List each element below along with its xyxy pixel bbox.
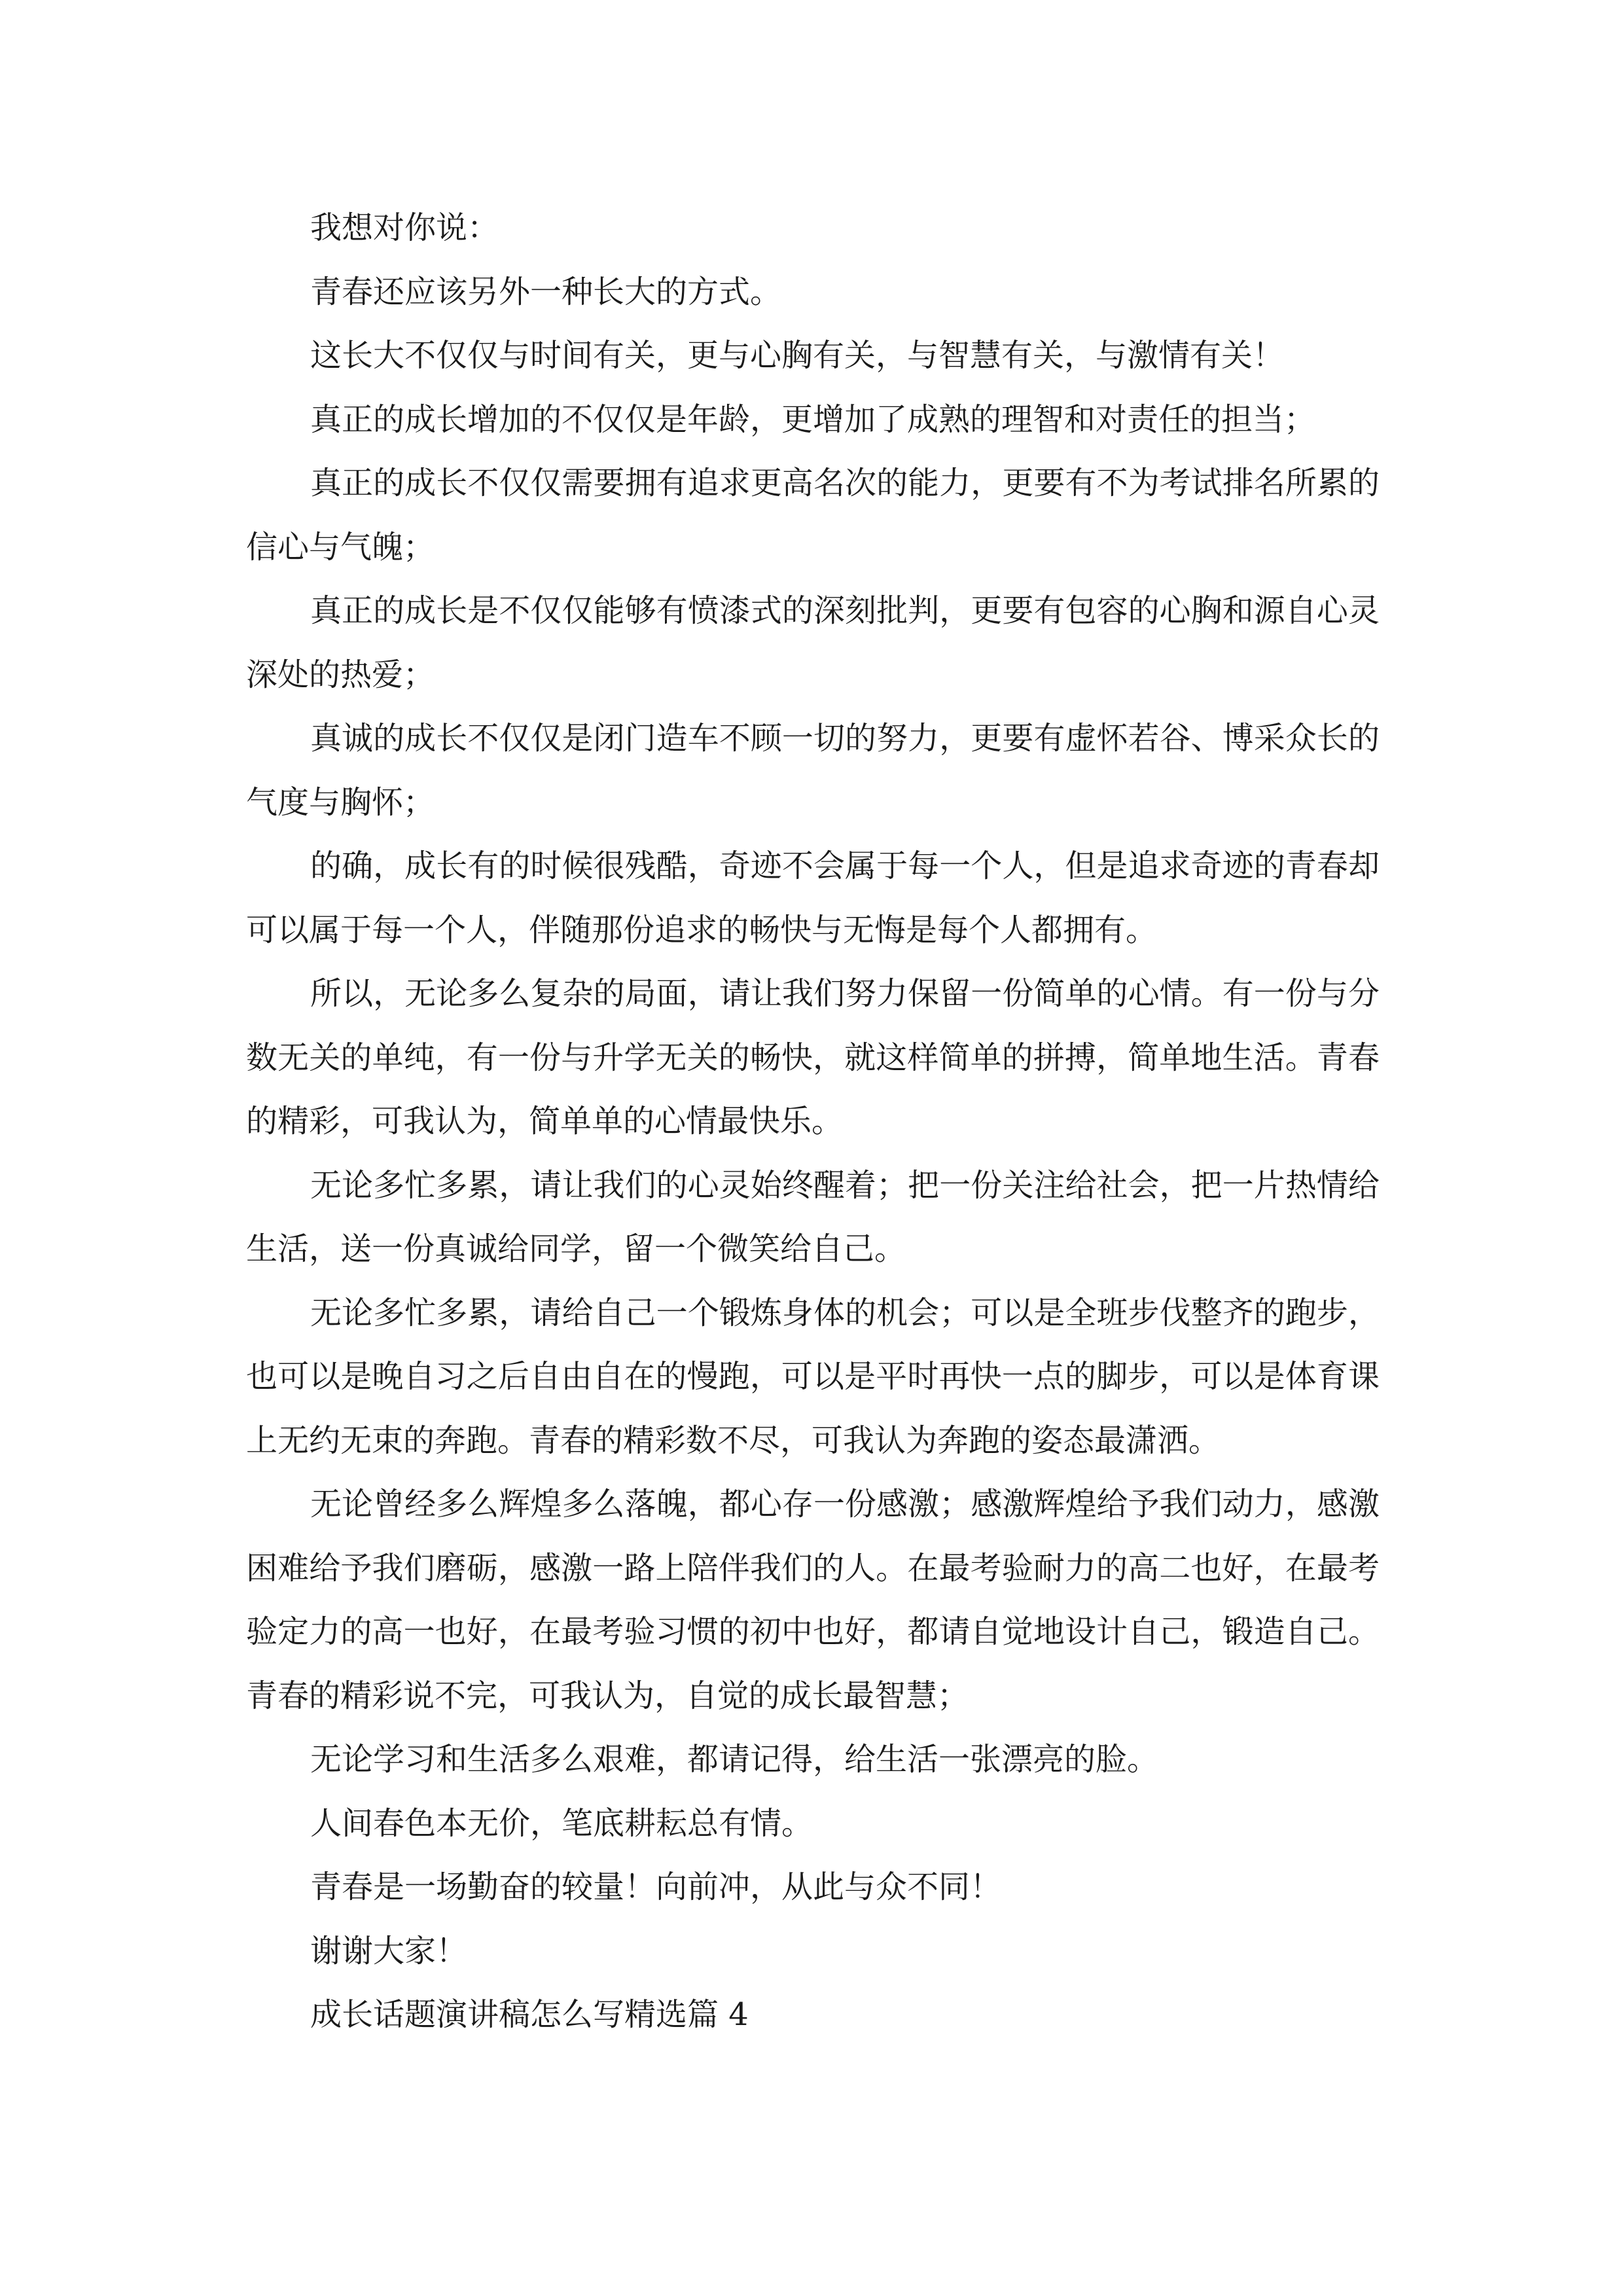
paragraph: 人间春色本无价，笔底耕耘总有情。 xyxy=(310,1804,813,1842)
paragraph: 真正的成长是不仅仅能够有愤漆式的深刻批判，更要有包容的心胸和源自心灵深处的热爱； xyxy=(246,592,1380,693)
paragraph: 无论多忙多累，请给自己一个锻炼身体的机会；可以是全班步伐整齐的跑步，也可以是晚自习之后自由自在的慢跑，可以是平时再快一点的脚步，可以是体育课上无约无束的奔跑。青春的精彩数不尽，可我认为奔跑的姿态最潇洒。 xyxy=(246,1294,1380,1459)
paragraph: 无论曾经多么辉煌多么落魄，都心存一份感激；感激辉煌给予我们动力，感激困难给予我们磨砺，感激一路上陪伴我们的人。在最考验耐力的高二也好，在最考验定力的高一也好，在最考验习惯的初中也好，都请自觉地设计自己，锻造自己。青春的精彩说不完，可我认为，自觉的成长最智慧； xyxy=(246,1486,1380,1714)
paragraph: 青春还应该另外一种长大的方式。 xyxy=(310,273,782,310)
paragraph: 真正的成长增加的不仅仅是年龄，更增加了成熟的理智和对责任的担当； xyxy=(310,401,1316,438)
section-heading: 成长话题演讲稿怎么写精选篇 4 xyxy=(310,1996,749,2033)
paragraph: 真诚的成长不仅仅是闭门造车不顾一切的努力，更要有虚怀若谷、博采众长的气度与胸怀； xyxy=(246,720,1380,821)
paragraph: 无论多忙多累，请让我们的心灵始终醒着；把一份关注给社会，把一片热情给生活，送一份真诚给同学，留一个微笑给自己。 xyxy=(246,1166,1380,1267)
paragraph: 这长大不仅仅与时间有关，更与心胸有关，与智慧有关，与激情有关！ xyxy=(310,337,1285,374)
paragraph: 的确，成长有的时候很残酷，奇迹不会属于每一个人，但是追求奇迹的青春却可以属于每一个人，伴随那份追求的畅快与无悔是每个人都拥有。 xyxy=(246,848,1380,948)
paragraph: 所以，无论多么复杂的局面，请让我们努力保留一份简单的心情。有一份与分数无关的单纯，有一份与升学无关的畅快，就这样简单的拼搏，简单地生活。青春的精彩，可我认为，简单单的心情最快乐。 xyxy=(246,975,1380,1139)
paragraph-closing: 谢谢大家！ xyxy=(310,1932,468,1969)
document-body xyxy=(246,196,1380,2047)
paragraph: 真正的成长不仅仅需要拥有追求更高名次的能力，更要有不为考试排名所累的信心与气魄； xyxy=(246,465,1380,565)
paragraph: 无论学习和生活多么艰难，都请记得，给生活一张漂亮的脸。 xyxy=(310,1741,1159,1778)
paragraph-greeting: 我想对你说： xyxy=(310,209,499,246)
paragraph: 青春是一场勤奋的较量！向前冲，从此与众不同！ xyxy=(310,1869,1002,1905)
